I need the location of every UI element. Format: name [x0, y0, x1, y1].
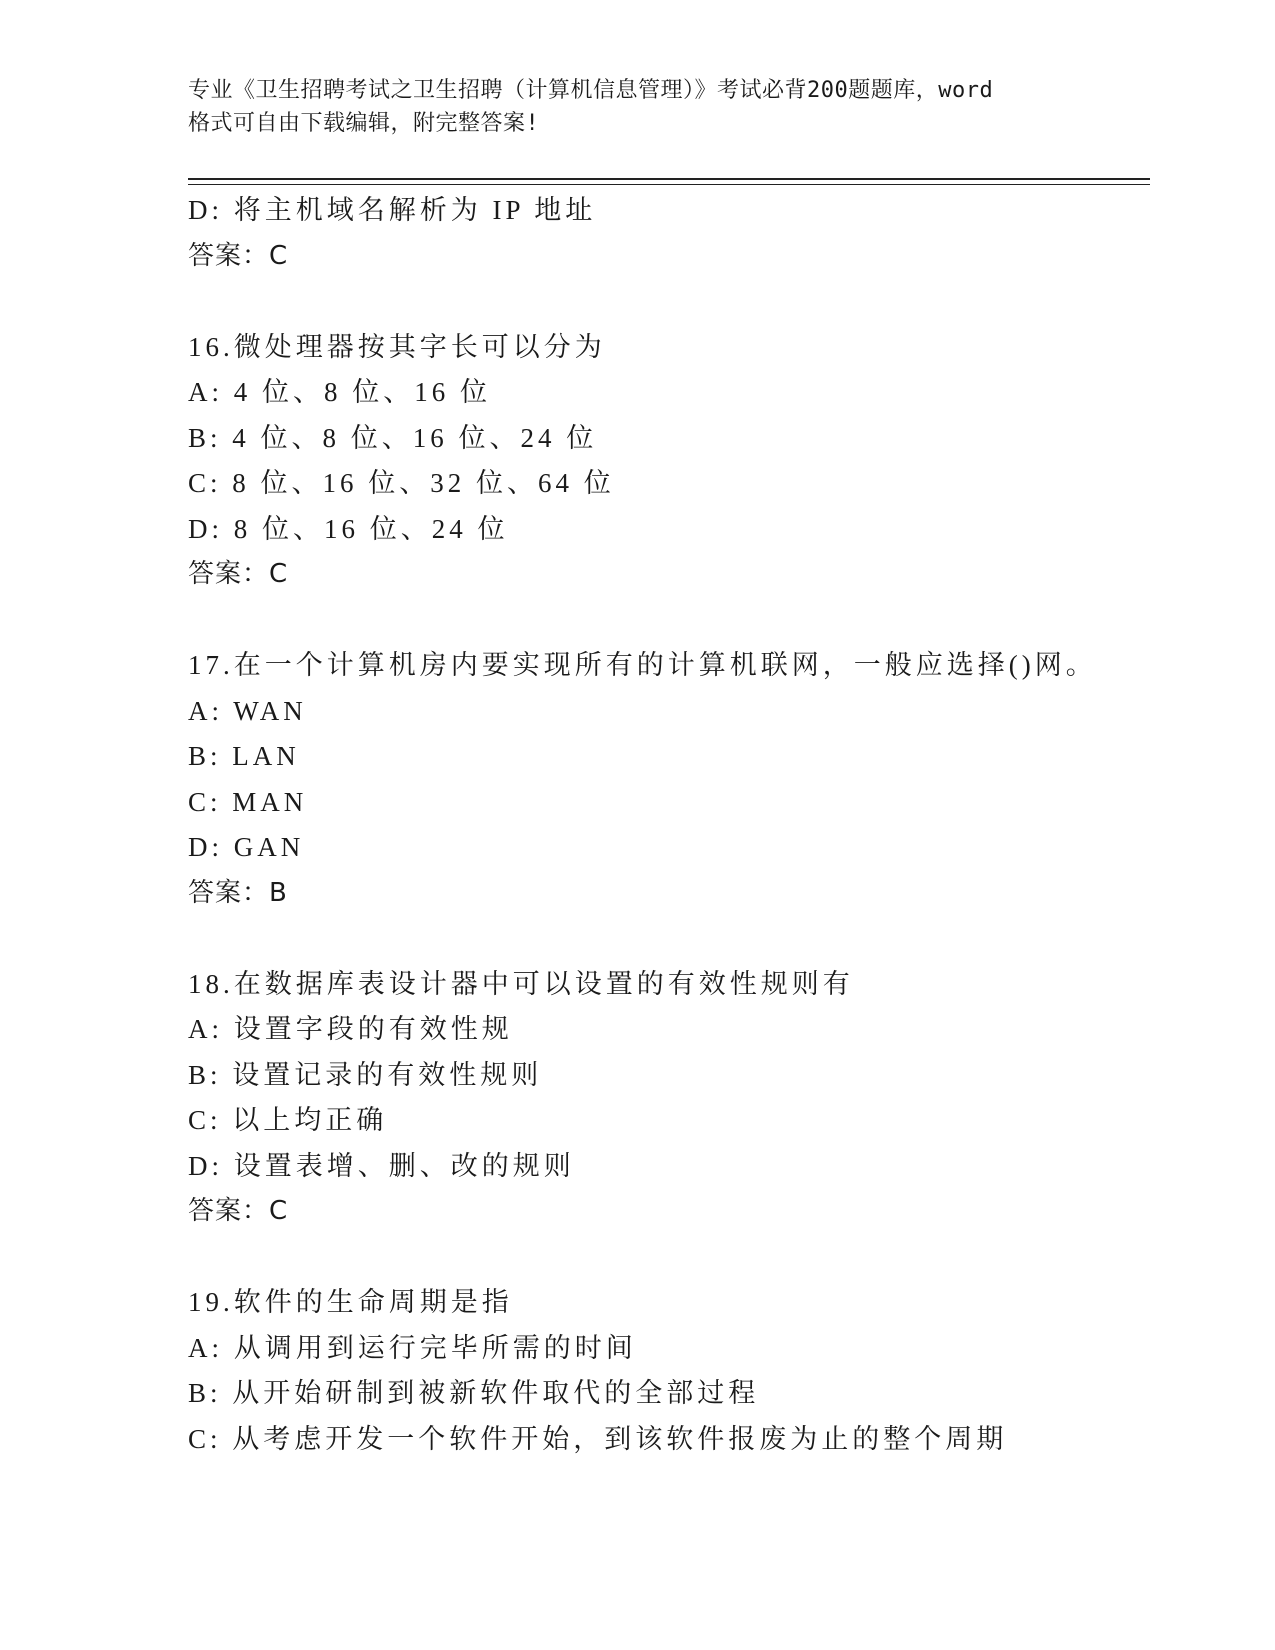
- option-a: A: 设置字段的有效性规: [188, 1014, 513, 1044]
- question-stem: 18.在数据库表设计器中可以设置的有效性规则有: [188, 968, 854, 999]
- spacer: [188, 279, 1148, 325]
- question-19: [188, 1280, 1148, 1462]
- option-a: A: WAN: [188, 695, 307, 726]
- answer-line: 答案：C: [188, 1196, 289, 1226]
- header-title-line2: 格式可自由下载编辑，附完整答案!: [188, 111, 540, 136]
- header-title-line1: 专业《卫生招聘考试之卫生招聘（计算机信息管理）》考试必背200题题库，word: [188, 78, 994, 103]
- option-d: D: GAN: [188, 832, 305, 862]
- option-b: B: LAN: [188, 741, 300, 771]
- document-header: [188, 74, 1088, 140]
- question-18: [188, 962, 1148, 1235]
- option-d: D: 设置表增、删、改的规则: [188, 1150, 575, 1181]
- answer-line: 答案：C: [188, 240, 289, 271]
- option-c: C: 8 位、16 位、32 位、64 位: [188, 468, 615, 498]
- question-stem: 16.微处理器按其字长可以分为: [188, 331, 606, 362]
- option-c: C: 以上均正确: [188, 1105, 388, 1135]
- option-b: B: 4 位、8 位、16 位、24 位: [188, 422, 598, 453]
- spacer: [188, 598, 1148, 644]
- question-content: [188, 188, 1148, 1462]
- header-divider-thin: [188, 184, 1150, 185]
- spacer: [188, 916, 1148, 962]
- option-a: A: 从调用到运行完毕所需的时间: [188, 1332, 637, 1363]
- option-b: B: 设置记录的有效性规则: [188, 1059, 543, 1090]
- question-15-tail: [188, 188, 1148, 279]
- question-17: [188, 643, 1148, 916]
- option-d: D: 8 位、16 位、24 位: [188, 513, 509, 544]
- answer-line: 答案：B: [188, 877, 288, 908]
- answer-line: 答案：C: [188, 559, 289, 589]
- spacer: [188, 1235, 1148, 1281]
- option-a: A: 4 位、8 位、16 位: [188, 377, 491, 407]
- question-stem: 17.在一个计算机房内要实现所有的计算机联网，一般应选择()网。: [188, 650, 1097, 680]
- header-divider-thick: [188, 178, 1150, 180]
- option-b: B: 从开始研制到被新软件取代的全部过程: [188, 1378, 760, 1408]
- question-stem: 19.软件的生命周期是指: [188, 1287, 513, 1317]
- option-d: D: 将主机域名解析为 IP 地址: [188, 195, 597, 225]
- question-16: [188, 325, 1148, 598]
- option-c: C: MAN: [188, 786, 308, 817]
- option-c: C: 从考虑开发一个软件开始，到该软件报废为止的整个周期: [188, 1423, 1008, 1454]
